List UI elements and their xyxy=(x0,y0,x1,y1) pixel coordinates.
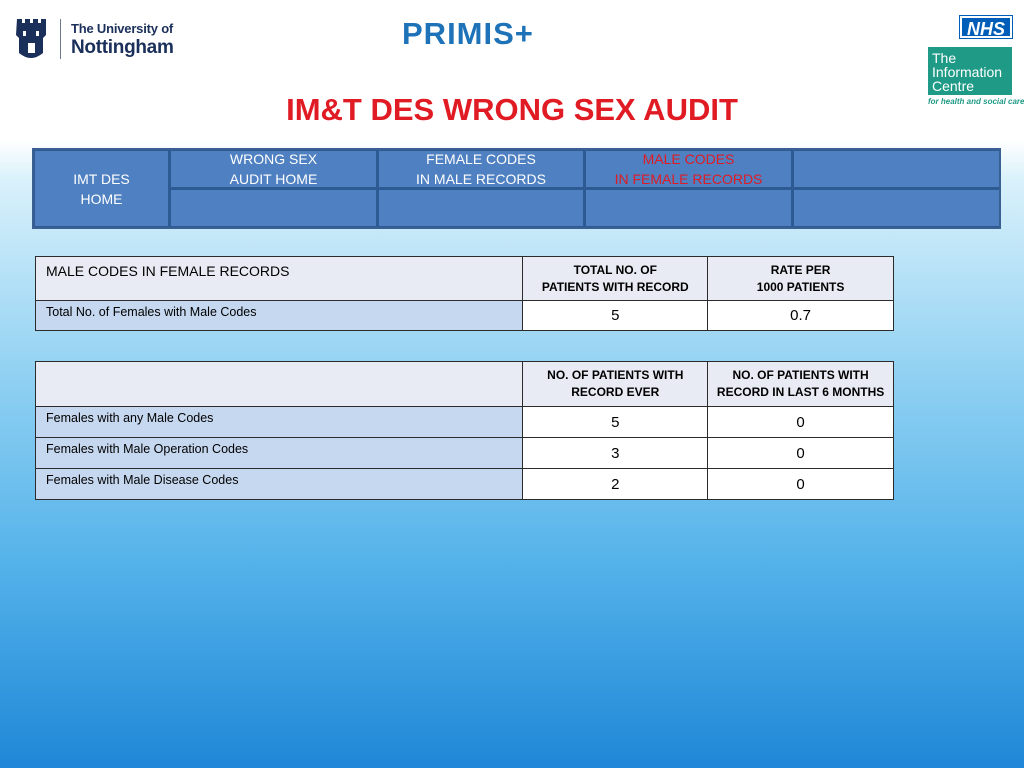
row-label: Females with any Male Codes xyxy=(36,407,523,438)
table-header-row xyxy=(36,362,894,407)
column-header-last-6-months: NO. OF PATIENTS WITH RECORD IN LAST 6 MONTHS xyxy=(708,362,894,407)
nhs-logo: NHS xyxy=(960,16,1012,38)
row-label: Total No. of Females with Male Codes xyxy=(36,301,523,331)
nav-empty-bottom-1 xyxy=(171,190,376,226)
navigation-grid xyxy=(32,148,1001,229)
nav-empty-top xyxy=(794,151,999,187)
nav-empty-bottom-4 xyxy=(794,190,999,226)
information-centre-tagline: for health and social care xyxy=(928,97,1024,106)
logo-divider xyxy=(60,19,61,59)
information-centre-logo: The Information Centre xyxy=(928,47,1012,95)
row-label: Females with Male Operation Codes xyxy=(36,438,523,469)
nav-male-codes-in-female-records[interactable]: MALE CODES IN FEMALE RECORDS xyxy=(586,151,791,187)
row-value-rate: 0.7 xyxy=(708,301,894,331)
university-name-line1: The University of xyxy=(71,20,174,36)
male-codes-breakdown-table xyxy=(35,361,894,500)
castle-crest-icon xyxy=(14,17,48,61)
row-value-ever: 5 xyxy=(523,407,708,438)
nav-female-codes-in-male-records[interactable]: FEMALE CODES IN MALE RECORDS xyxy=(379,151,583,187)
row-value-ever: 2 xyxy=(523,469,708,500)
table-row xyxy=(36,438,894,469)
university-name-line2: Nottingham xyxy=(71,36,174,58)
table-row xyxy=(36,301,894,331)
table-title: MALE CODES IN FEMALE RECORDS xyxy=(36,257,523,301)
row-value-ever: 3 xyxy=(523,438,708,469)
nav-empty-bottom-2 xyxy=(379,190,583,226)
table-header-row xyxy=(36,257,894,301)
column-header-rate: RATE PER 1000 PATIENTS xyxy=(708,257,894,301)
column-header-record-ever: NO. OF PATIENTS WITH RECORD EVER xyxy=(523,362,708,407)
row-value-last-6-months: 0 xyxy=(708,438,894,469)
row-value-total: 5 xyxy=(523,301,708,331)
table-row xyxy=(36,407,894,438)
university-of-nottingham-logo xyxy=(14,15,174,63)
nav-imt-des-home[interactable]: IMT DES HOME xyxy=(35,151,168,226)
column-header-total: TOTAL NO. OF PATIENTS WITH RECORD xyxy=(523,257,708,301)
row-value-last-6-months: 0 xyxy=(708,407,894,438)
page-title: IM&T DES WRONG SEX AUDIT xyxy=(286,92,738,127)
nav-wrong-sex-audit-home[interactable]: WRONG SEX AUDIT HOME xyxy=(171,151,376,187)
nav-empty-bottom-3 xyxy=(586,190,791,226)
table-row xyxy=(36,469,894,500)
primis-logo: PRIMIS+ xyxy=(402,16,534,51)
male-codes-summary-table xyxy=(35,256,894,331)
row-label: Females with Male Disease Codes xyxy=(36,469,523,500)
table-title xyxy=(36,362,523,407)
row-value-last-6-months: 0 xyxy=(708,469,894,500)
